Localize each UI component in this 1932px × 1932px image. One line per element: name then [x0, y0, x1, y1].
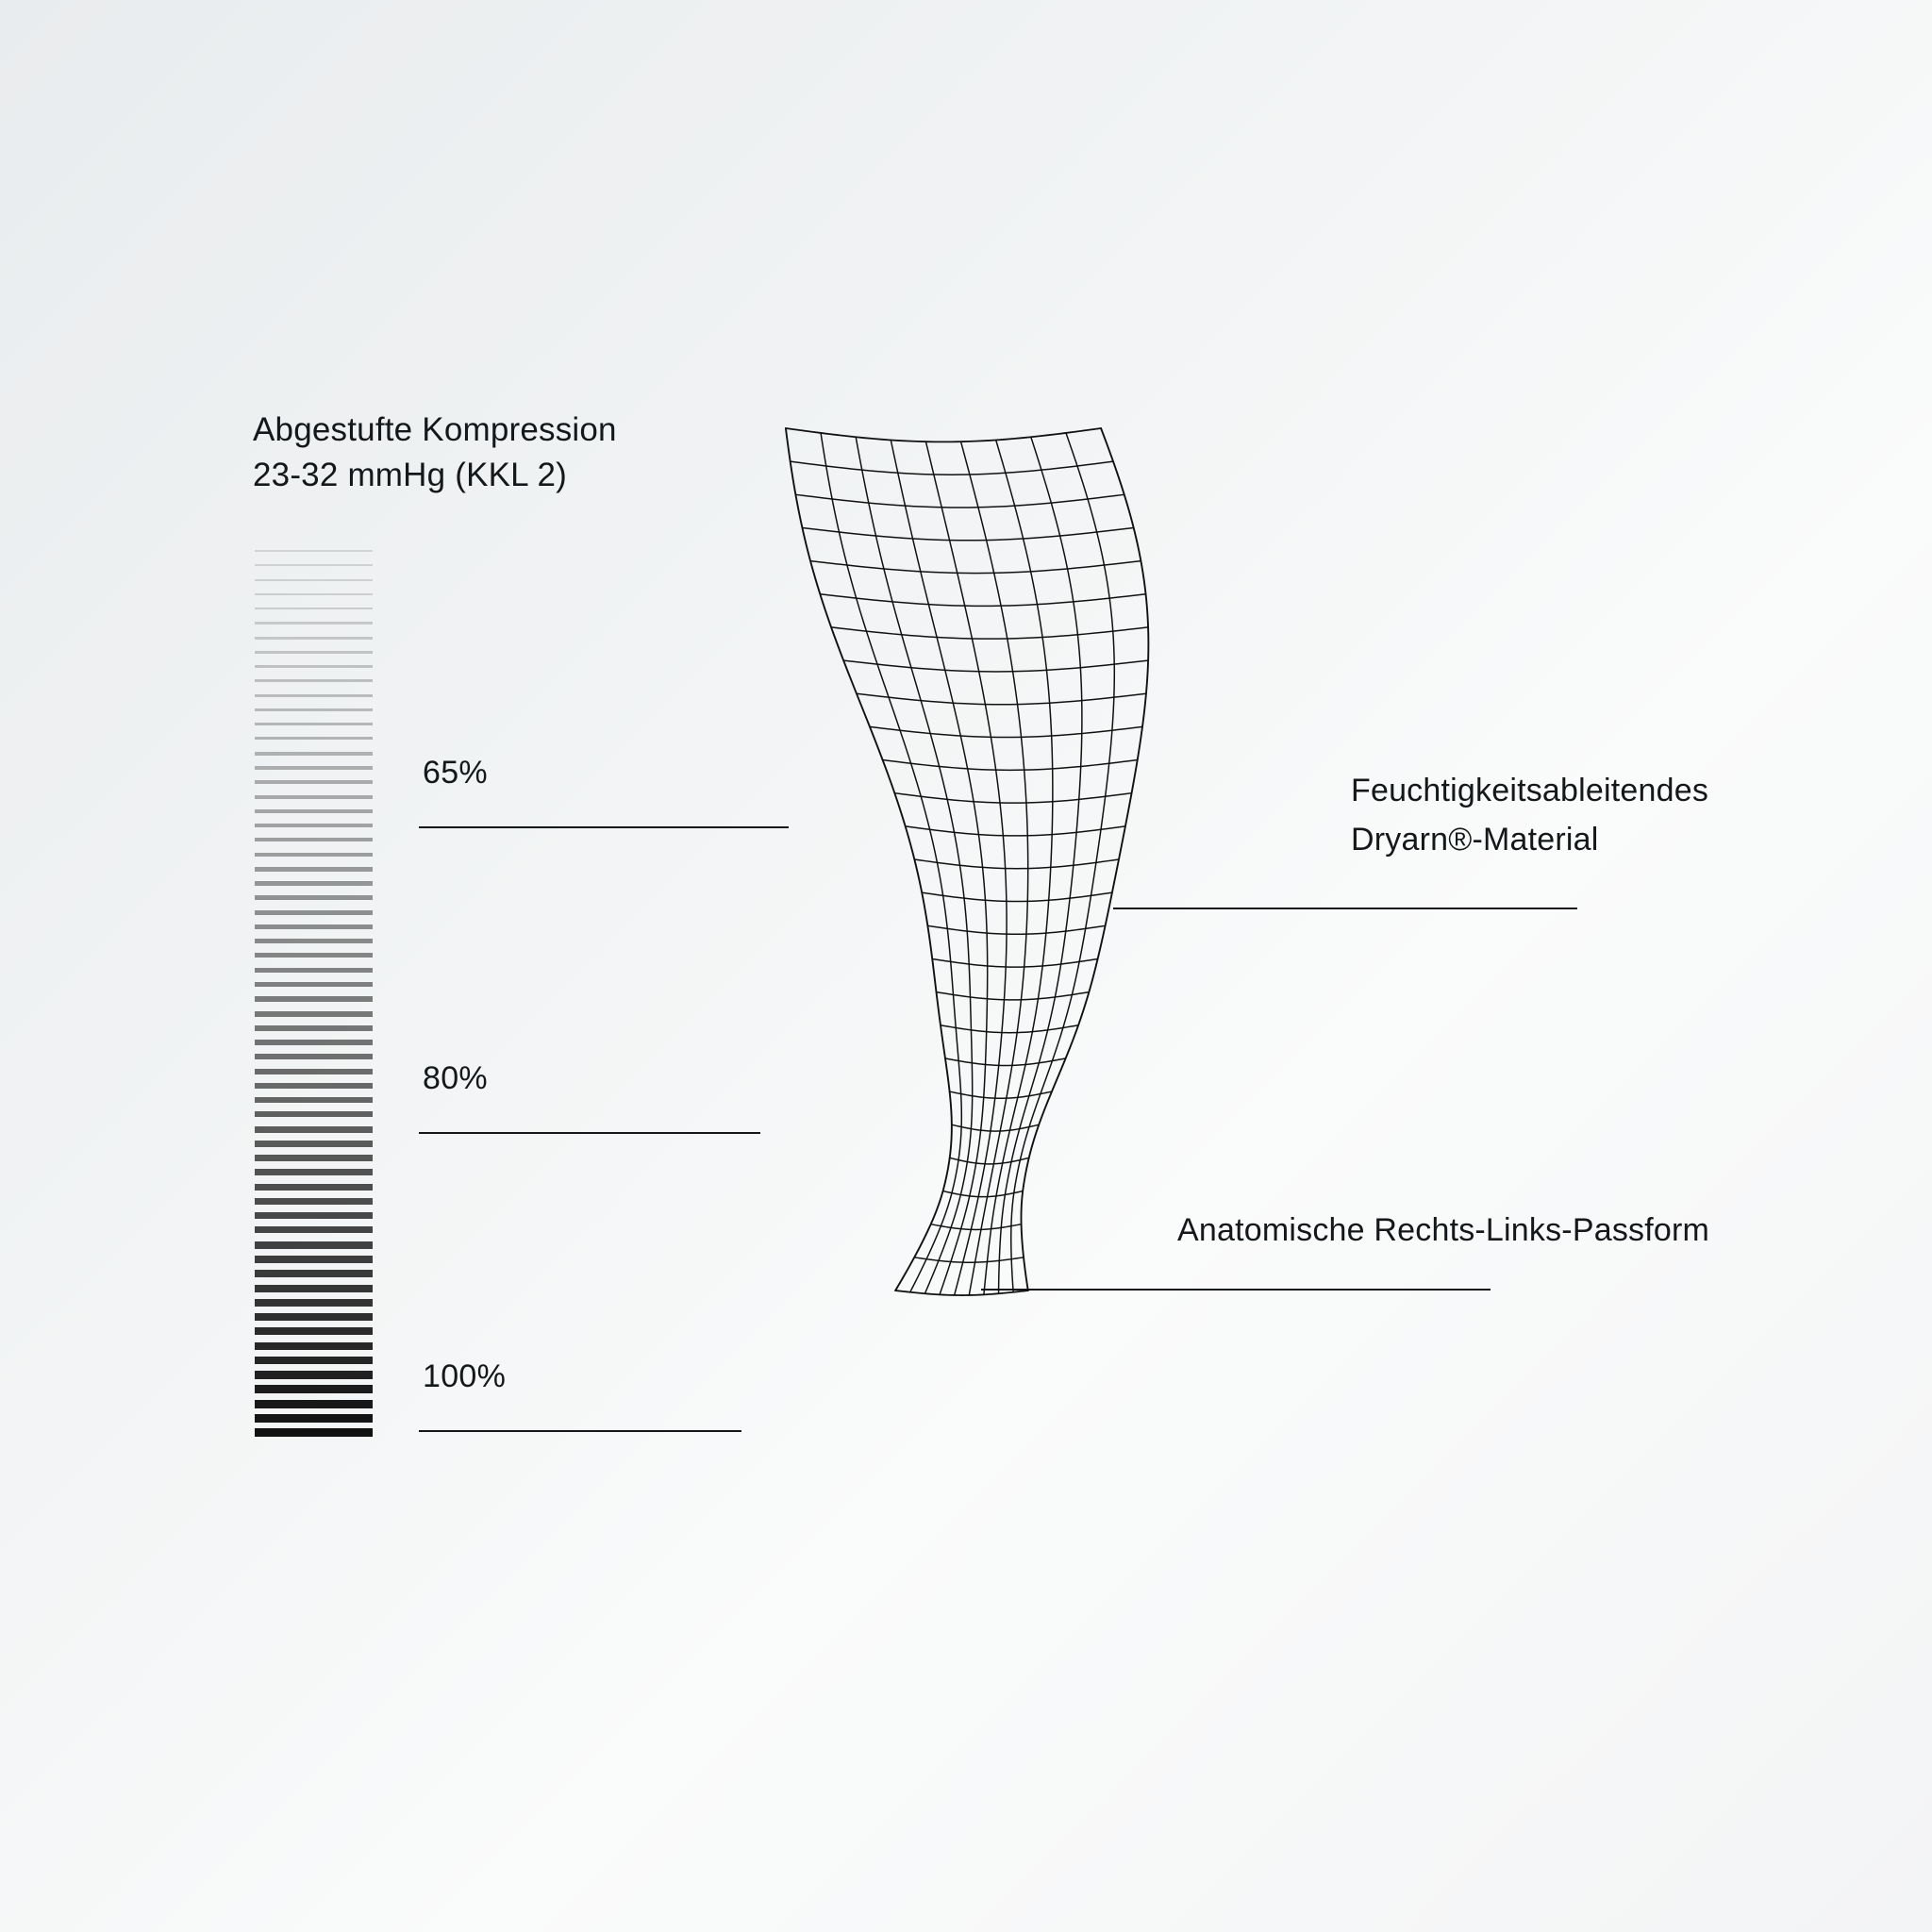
gradient-stripe — [255, 1385, 373, 1393]
compression-gradient-bar — [255, 550, 373, 1443]
gradient-stripe — [255, 1083, 373, 1089]
gradient-stripe — [255, 1169, 373, 1175]
mesh-line — [895, 1291, 1028, 1295]
gradient-stripe — [255, 1040, 373, 1045]
heading-line-1: Abgestufte Kompression — [253, 411, 617, 448]
sleeve-wireframe-svg — [755, 415, 1358, 1321]
mesh-line — [820, 594, 1145, 607]
gradient-stripe — [255, 679, 373, 682]
mesh-line — [857, 693, 1146, 705]
mesh-line — [950, 1091, 1052, 1098]
gradient-stripe — [255, 809, 373, 813]
mesh-line — [795, 494, 1124, 508]
gradient-stripe — [255, 665, 373, 668]
gradient-stripe — [255, 1025, 373, 1031]
mesh-line — [914, 1257, 1024, 1262]
gradient-stripe — [255, 723, 373, 725]
gradient-stripe — [255, 1198, 373, 1205]
gradient-stripe — [255, 1126, 373, 1133]
gradient-stripe — [255, 1011, 373, 1017]
annotation-material-line-2: Dryarn®-Material — [1351, 822, 1599, 858]
gradient-stripe — [255, 564, 373, 566]
gradient-stripe — [255, 550, 373, 552]
gradient-stripe — [255, 939, 373, 943]
gradient-stripe — [255, 1357, 373, 1364]
gradient-stripe — [255, 622, 373, 625]
gradient-stripe — [255, 1184, 373, 1191]
mesh-line — [786, 428, 952, 1291]
gradient-stripe — [255, 780, 373, 784]
gradient-stripe — [255, 1327, 373, 1335]
gradient-stripe — [255, 910, 373, 915]
gradient-stripe — [255, 838, 373, 841]
leader-line-65 — [419, 826, 789, 828]
gradient-stripe — [255, 593, 373, 595]
gradient-stripe — [255, 881, 373, 886]
gradient-stripe — [255, 694, 373, 697]
gradient-stripe — [255, 1226, 373, 1233]
gradient-stripe — [255, 1212, 373, 1219]
gradient-stripe — [255, 1054, 373, 1059]
gradient-stripe — [255, 1299, 373, 1307]
mesh-line — [891, 440, 987, 1294]
mesh-line — [883, 760, 1138, 771]
leader-line-80 — [419, 1132, 760, 1134]
mesh-line — [791, 461, 1113, 475]
mesh-line — [802, 527, 1133, 540]
gradient-stripe — [255, 752, 373, 756]
mesh-line — [952, 1124, 1039, 1131]
compression-sleeve-illustration — [755, 415, 1358, 1321]
mesh-line — [870, 726, 1142, 737]
gradient-stripe — [255, 1097, 373, 1103]
annotation-material-line-1: Feuchtigkeitsableitendes — [1351, 773, 1709, 808]
gradient-stripe — [255, 1285, 373, 1292]
annotation-fit-line-1: Anatomische Rechts-Links-Passform — [1177, 1212, 1710, 1248]
mesh-line — [927, 925, 1105, 934]
compression-level-label-80: 80% — [423, 1060, 488, 1096]
mesh-line — [810, 561, 1141, 574]
mesh-line — [931, 1224, 1022, 1230]
mesh-line — [943, 1191, 1024, 1197]
gradient-stripe — [255, 795, 373, 799]
gradient-stripe — [255, 924, 373, 929]
gradient-stripe — [255, 651, 373, 654]
gradient-stripe — [255, 1111, 373, 1117]
mesh-line — [950, 1158, 1029, 1163]
mesh-line — [922, 892, 1112, 901]
gradient-stripe — [255, 708, 373, 711]
mesh-line — [941, 1025, 1078, 1033]
gradient-stripe — [255, 1342, 373, 1350]
mesh-line — [937, 992, 1090, 1000]
leader-line-100 — [419, 1430, 741, 1432]
gradient-stripe — [255, 1256, 373, 1263]
annotation-material — [1351, 766, 1708, 864]
gradient-stripe — [255, 968, 373, 973]
gradient-stripe — [255, 1241, 373, 1249]
mesh-line — [894, 793, 1131, 803]
mesh-line — [843, 660, 1148, 672]
mesh-line — [906, 826, 1125, 836]
gradient-stripe — [255, 608, 373, 609]
mesh-line — [932, 958, 1097, 967]
gradient-stripe — [255, 766, 373, 770]
gradient-stripe — [255, 824, 373, 827]
heading-line-2: 23-32 mmHg (KKL 2) — [253, 457, 567, 493]
gradient-stripe — [255, 1313, 373, 1321]
compression-level-label-65: 65% — [423, 755, 488, 791]
gradient-stripe — [255, 953, 373, 958]
gradient-stripe — [255, 895, 373, 900]
mesh-line — [786, 428, 1101, 441]
gradient-stripe — [255, 579, 373, 581]
mesh-line — [831, 627, 1148, 639]
gradient-stripe — [255, 1400, 373, 1408]
gradient-stripe — [255, 637, 373, 640]
gradient-stripe — [255, 1270, 373, 1277]
gradient-stripe — [255, 737, 373, 740]
gradient-stripe — [255, 853, 373, 857]
gradient-stripe — [255, 867, 373, 872]
compression-level-label-100: 100% — [423, 1358, 507, 1394]
gradient-stripe — [255, 1414, 373, 1423]
gradient-stripe — [255, 1155, 373, 1161]
mesh-line — [914, 859, 1119, 869]
gradient-stripe — [255, 982, 373, 987]
gradient-stripe — [255, 1428, 373, 1437]
gradient-stripe — [255, 1069, 373, 1074]
mesh-line — [1021, 428, 1148, 1291]
gradient-stripe — [255, 1141, 373, 1147]
gradient-stripe — [255, 1371, 373, 1379]
mesh-line — [945, 1058, 1066, 1066]
gradient-stripe — [255, 996, 373, 1002]
